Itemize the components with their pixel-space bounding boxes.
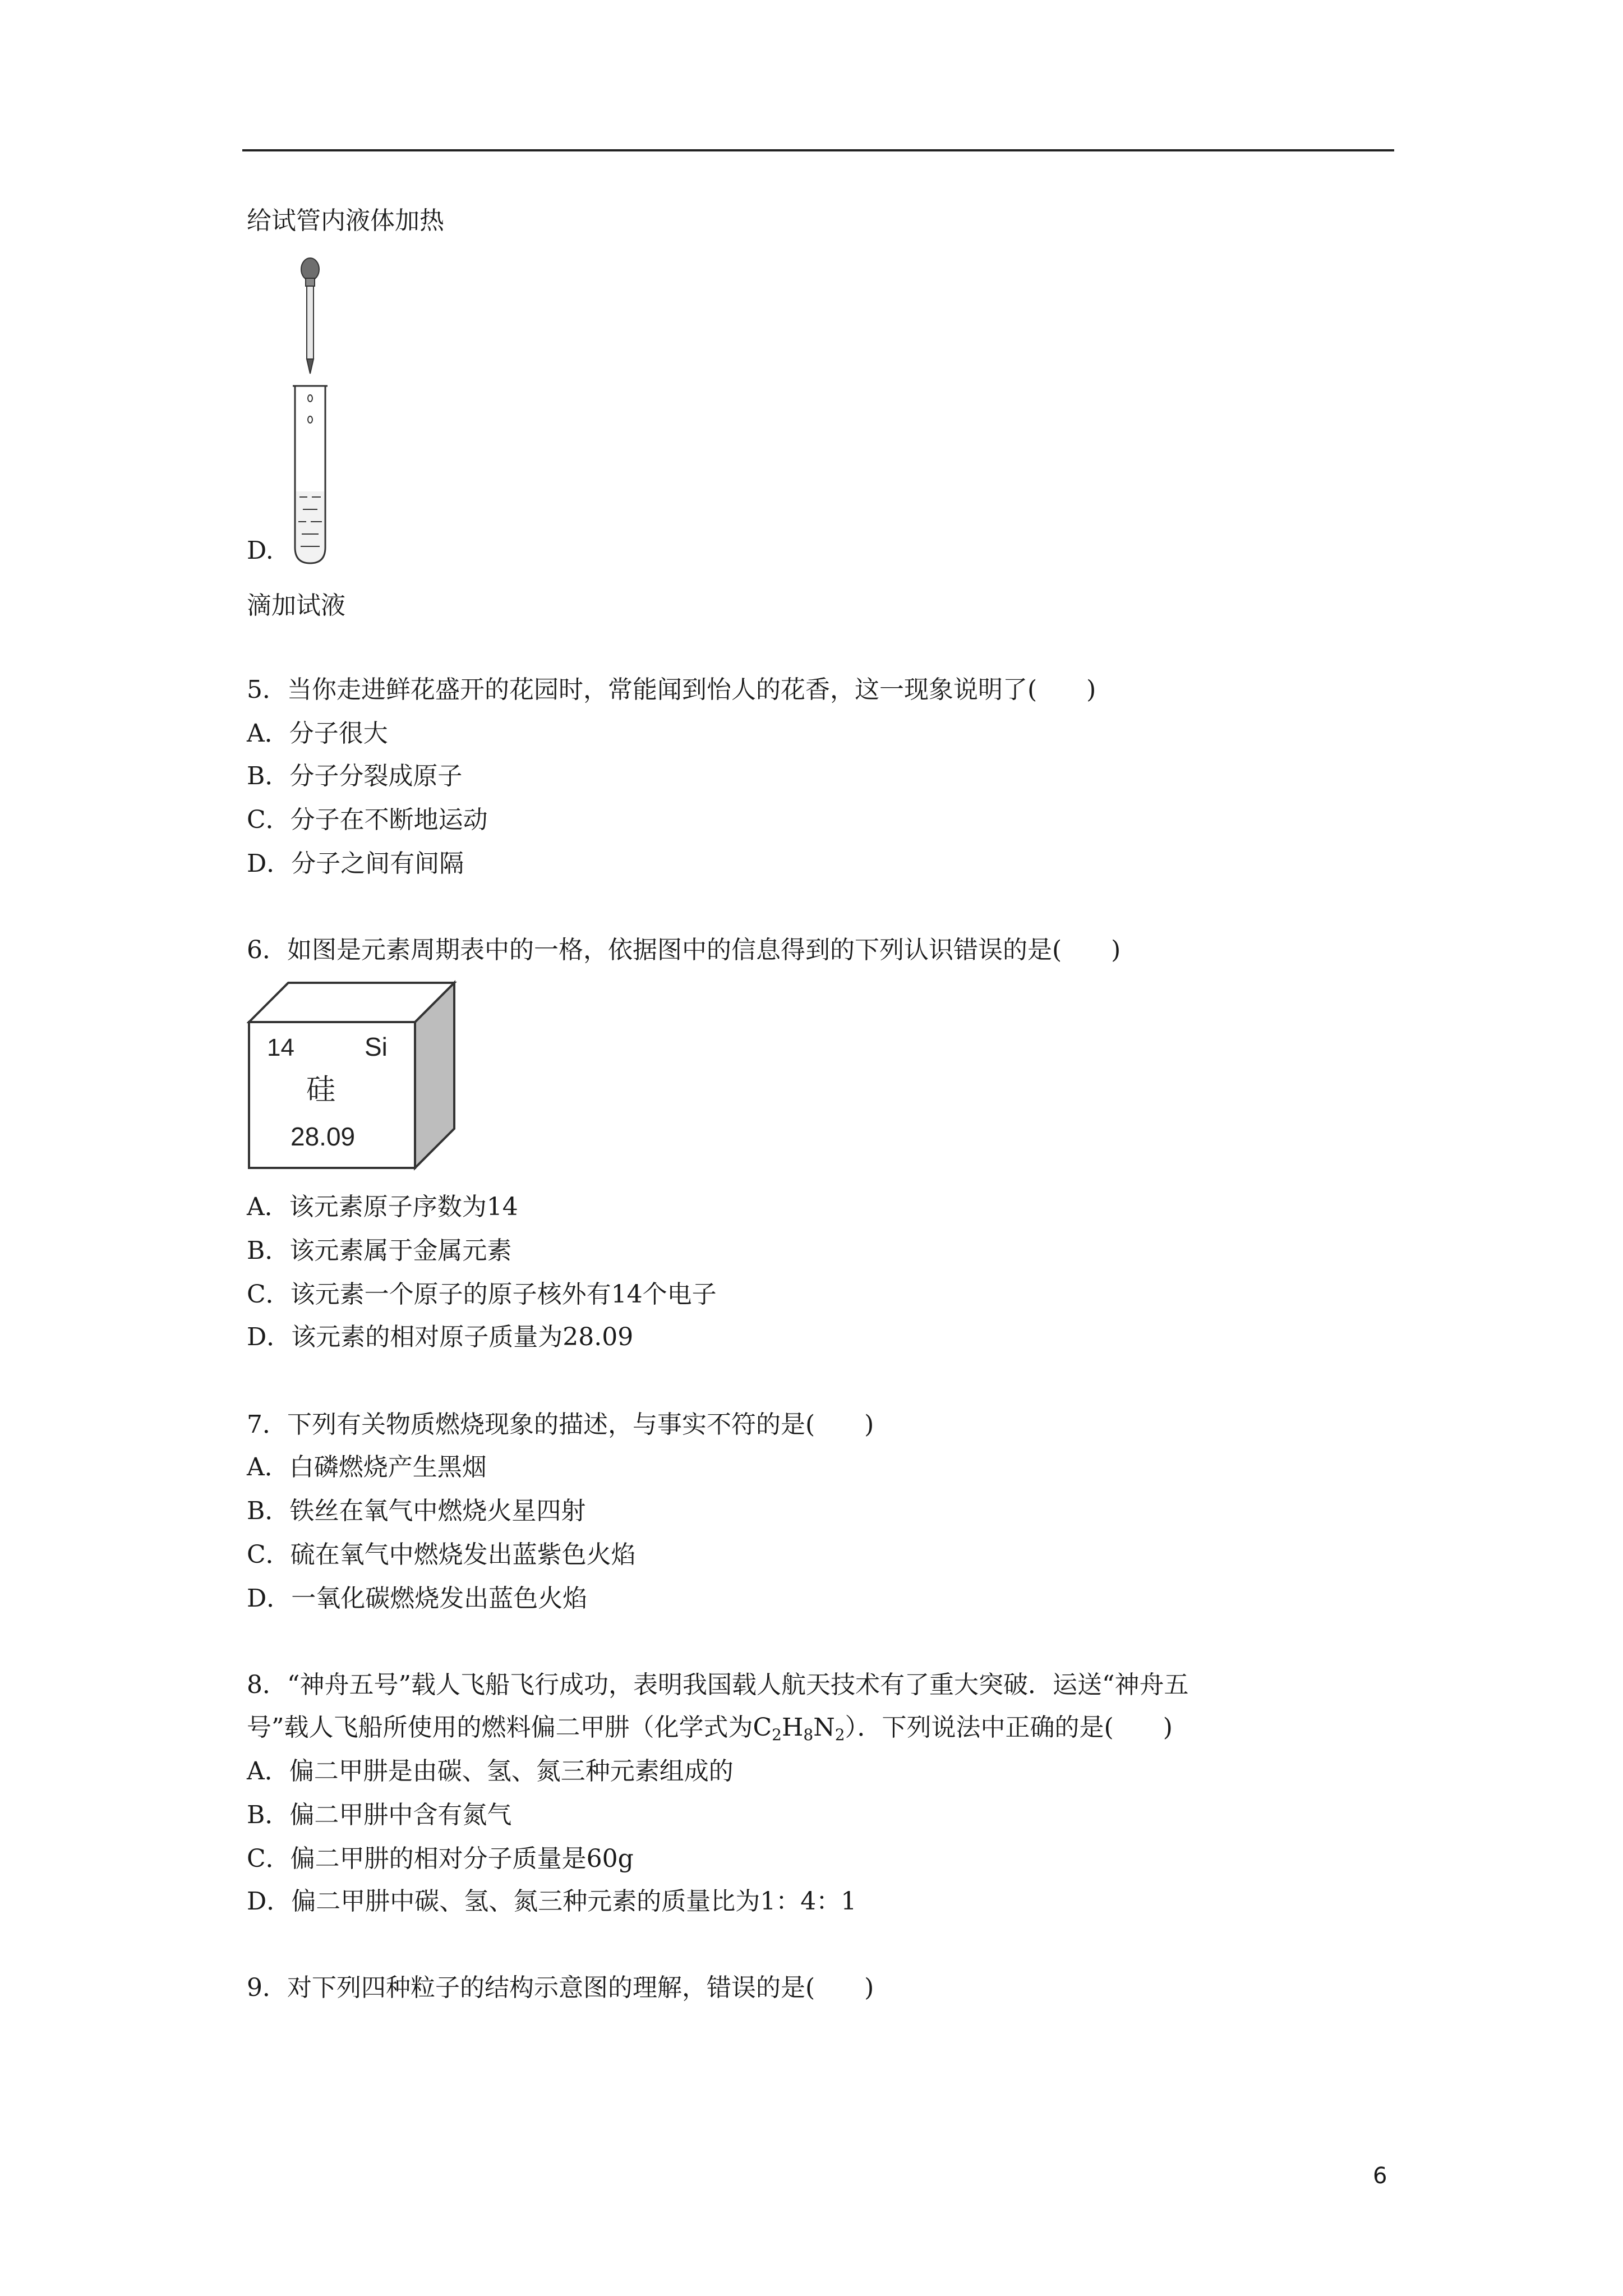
q9-stem: 9．对下列四种粒子的结构示意图的理解，错误的是( ) [247,1973,874,2002]
q8-option-c: C．偏二甲肼的相对分子质量是60g [247,1844,634,1873]
q8-option-d: D．偏二甲肼中碳、氢、氮三种元素的质量比为1：4：1 [247,1887,857,1916]
q6-option-c: C．该元素一个原子的原子核外有14个电子 [247,1280,717,1309]
q7-option-c: C．硫在氧气中燃烧发出蓝紫色火焰 [247,1540,636,1569]
q6-option-b: B．该元素属于金属元素 [247,1236,512,1265]
q5-stem: 5．当你走进鲜花盛开的花园时，常能闻到怡人的花香，这一现象说明了( ) [247,675,1096,704]
q7-option-a: A．白磷燃烧产生黑烟 [247,1453,487,1481]
periodic-table-cell-figure [247,977,460,1175]
tile-element-name: 硅 [306,1073,336,1107]
q8-option-a: A．偏二甲肼是由碳、氢、氮三种元素组成的 [247,1757,734,1786]
tile-atomic-mass: 28.09 [291,1122,356,1151]
q7-stem: 7．下列有关物质燃烧现象的描述，与事实不符的是( ) [247,1410,874,1439]
q8-stem-line1: 8．“神舟五号”载人飞船飞行成功，表明我国载人航天技术有了重大突破．运送“神舟五 [247,1671,1189,1699]
q5-option-c: C．分子在不断地运动 [247,806,488,834]
q8-stem-line2: 号”载人飞船所使用的燃料偏二甲肼（化学式为$C_2H_8N_2$）．下列说法中正确的是( ) [247,1713,1173,1744]
option-d-caption: 滴加试液 [247,591,345,620]
q7-option-b: B．铁丝在氧气中燃烧火星四射 [247,1497,586,1525]
q5-option-b: B．分子分裂成原子 [247,762,463,790]
q6-stem: 6．如图是元素周期表中的一格，依据图中的信息得到的下列认识错误的是( ) [247,936,1121,964]
page-number: 6 [1373,2163,1387,2189]
q5-option-a: A．分子很大 [247,719,388,748]
q5-option-d: D．分子之间有间隔 [247,849,464,878]
q8-option-b: B．偏二甲肼中含有氮气 [247,1801,512,1829]
q6-option-d: D．该元素的相对原子质量为28.09 [247,1323,634,1351]
dropper-test-tube-figure [291,256,330,568]
tile-symbol: Si [365,1032,388,1061]
q6-option-a: A．该元素原子序数为14 [247,1193,518,1221]
tile-atomic-number: 14 [267,1034,294,1061]
option-c-caption: 给试管内液体加热 [247,206,444,235]
option-d-label: D. [247,536,274,565]
q7-option-d: D．一氧化碳燃烧发出蓝色火焰 [247,1584,588,1613]
header-rule [242,149,1394,151]
